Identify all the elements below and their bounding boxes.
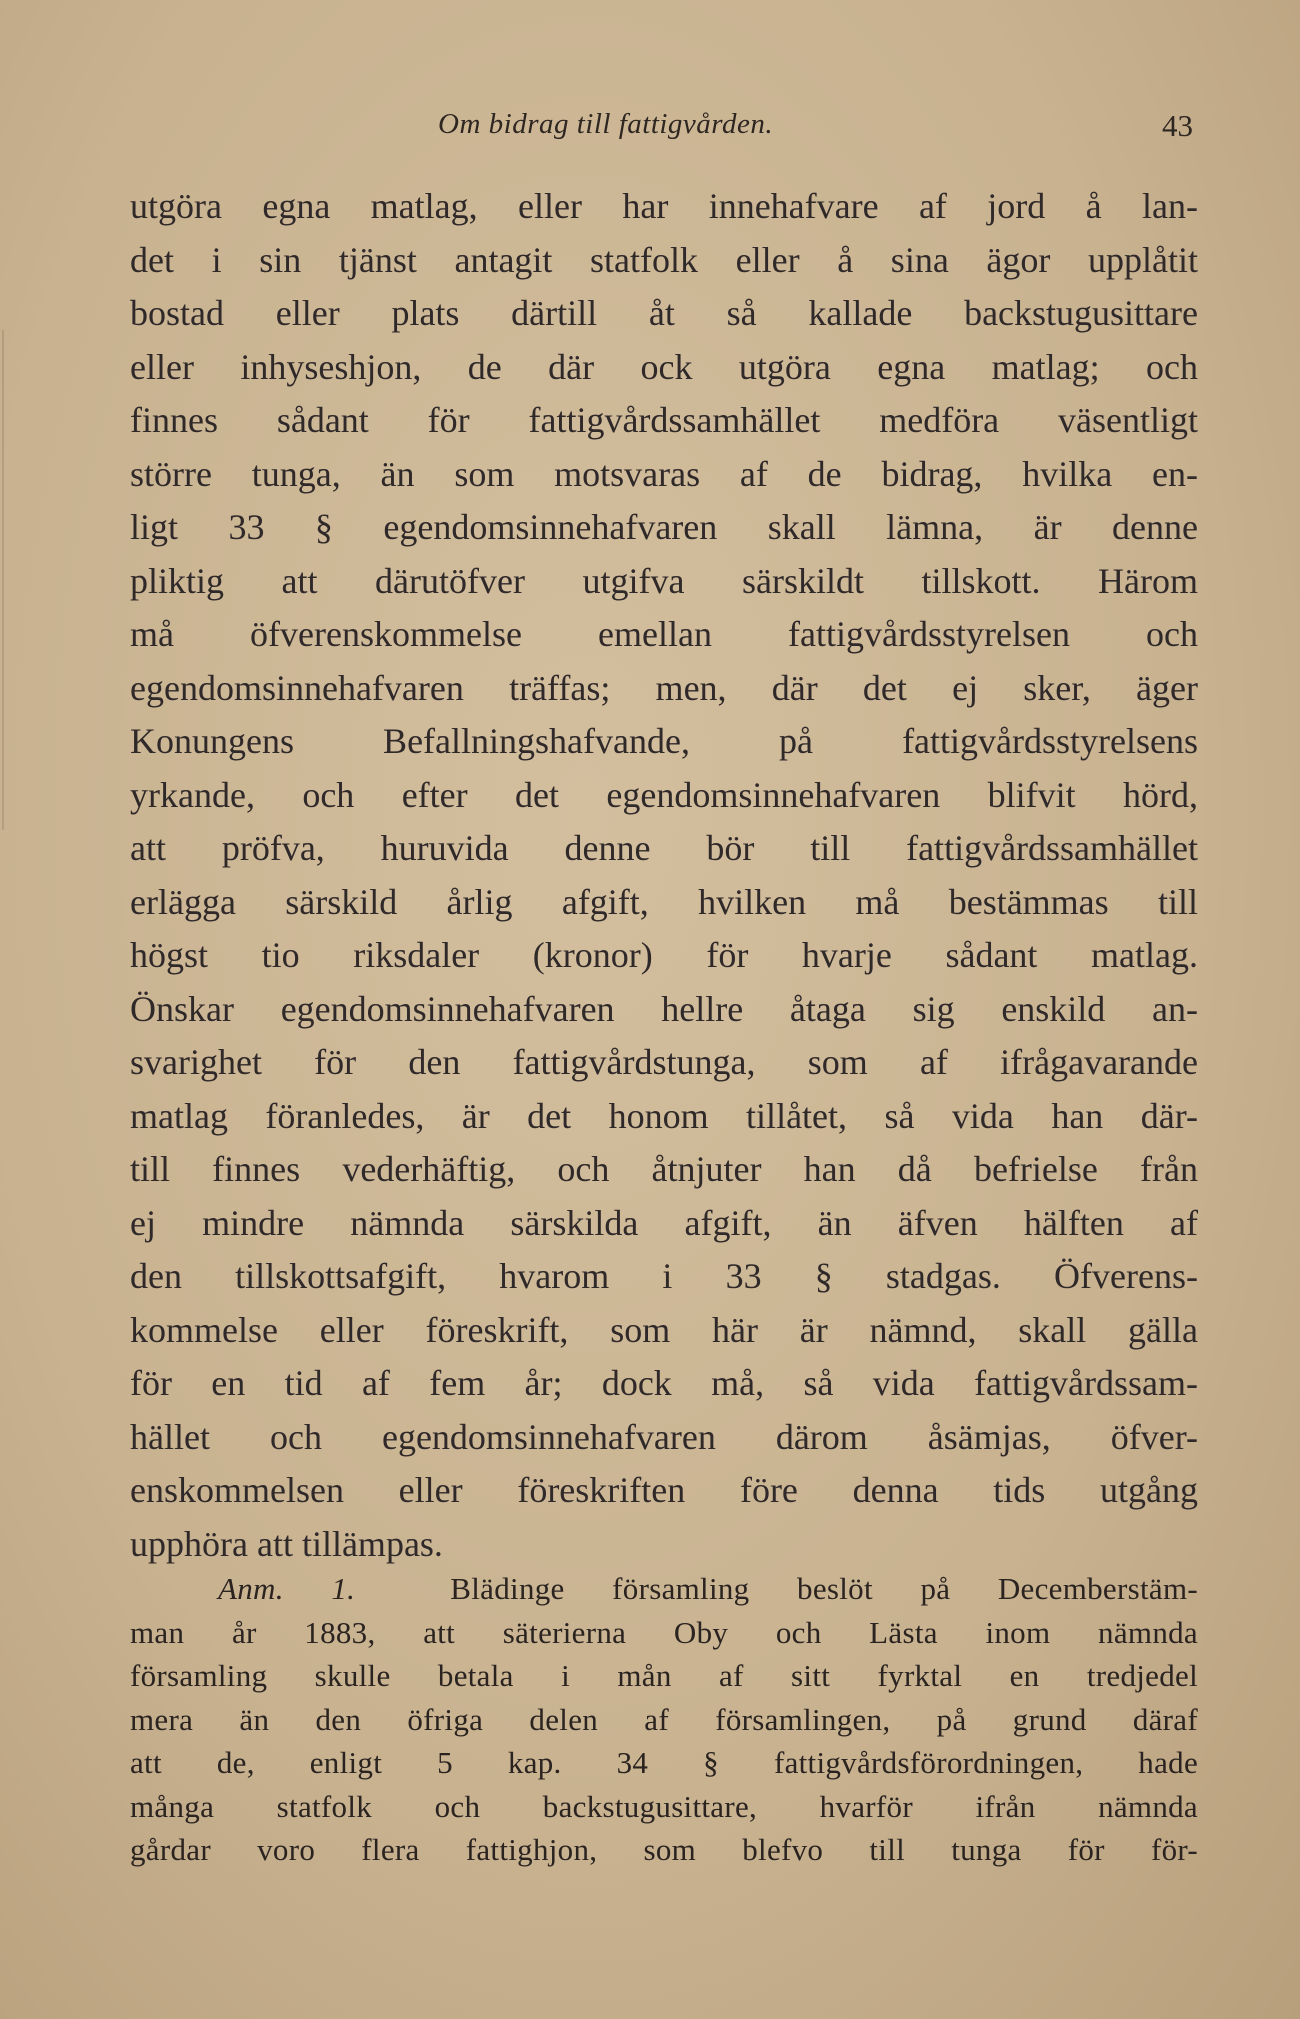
text-line: bostad eller plats därtill åt så kallade backstugusittare — [130, 293, 1198, 333]
text-line: finnes sådant för fattigvårdssamhället medföra väsentligt — [130, 400, 1198, 440]
footnote-annotation — [130, 1567, 1198, 1872]
note-line: församling skulle betala i mån af sitt fyrktal en tredjedel — [130, 1658, 1198, 1693]
text-line: att pröfva, huruvida denne bör till fattigvårdssamhället — [130, 828, 1198, 868]
text-line: Konungens Befallningshafvande, på fattigvårdsstyrelsens — [130, 721, 1198, 761]
text-line: till finnes vederhäftig, och åtnjuter han då befrielse från — [130, 1149, 1198, 1189]
text-line: enskommelsen eller föreskriften före denna tids utgång — [130, 1470, 1198, 1510]
text-line: yrkande, och efter det egendomsinnehafvaren blifvit hörd, — [130, 774, 1198, 815]
note-line-text: Blädinge församling beslöt på Decemberstäm- — [450, 1571, 1198, 1606]
main-paragraph — [130, 180, 1198, 1571]
page-edge-shadow — [2, 330, 4, 830]
note-line — [130, 1567, 1198, 1611]
text-line: högst tio riksdaler (kronor) för hvarje sådant matlag. — [130, 935, 1198, 975]
text-line: för en tid af fem år; dock må, så vida fattigvårdssam- — [130, 1363, 1198, 1403]
running-head: Om bidrag till fattigvården. — [438, 108, 774, 140]
page-header — [0, 108, 1300, 152]
note-line: att de, enligt 5 kap. 34 § fattigvårdsförordningen, hade — [130, 1745, 1198, 1780]
text-line: eller inhyseshjon, de där ock utgöra egna matlag; och — [130, 346, 1198, 387]
text-line: erlägga särskild årlig afgift, hvilken må bestämmas till — [130, 881, 1198, 922]
text-line: hället och egendomsinnehafvaren därom åsämjas, öfver- — [130, 1416, 1198, 1457]
text-line: ej mindre nämnda särskilda afgift, än äfven hälften af — [130, 1202, 1198, 1243]
text-line: upphöra att tillämpas. — [130, 1523, 443, 1564]
note-line: många statfolk och backstugusittare, hvarför ifrån nämnda — [130, 1788, 1198, 1824]
text-line: det i sin tjänst antagit statfolk eller å sina ägor upplåtit — [130, 239, 1198, 280]
note-label: Anm. 1. — [218, 1571, 356, 1606]
text-line: ligt 33 § egendomsinnehafvaren skall lämna, är denne — [130, 507, 1198, 547]
text-line: Önskar egendomsinnehafvaren hellre åtaga sig enskild an- — [130, 988, 1198, 1029]
text-line: svarighet för den fattigvårdstunga, som af ifrågavarande — [130, 1042, 1198, 1082]
text-line: kommelse eller föreskrift, som här är nämnd, skall gälla — [130, 1309, 1198, 1350]
page-number: 43 — [1162, 108, 1193, 143]
text-line: den tillskottsafgift, hvarom i 33 § stadgas. Öfverens- — [130, 1256, 1198, 1296]
text-line: utgöra egna matlag, eller har innehafvare af jord å lan- — [130, 186, 1198, 226]
note-line: mera än den öfriga delen af församlingen, på grund däraf — [130, 1701, 1198, 1737]
text-line: egendomsinnehafvaren träffas; men, där det ej sker, äger — [130, 667, 1198, 708]
text-line: större tunga, än som motsvaras af de bidrag, hvilka en- — [130, 453, 1198, 494]
note-line: gårdar voro flera fattighjon, som blefvo till tunga för för- — [130, 1832, 1198, 1867]
text-line: matlag föranledes, är det honom tillåtet, så vida han där- — [130, 1095, 1198, 1136]
text-line: pliktig att därutöfver utgifva särskildt tillskott. Härom — [130, 560, 1198, 601]
note-line: man år 1883, att säterierna Oby och Lästa inom nämnda — [130, 1614, 1198, 1650]
text-line: må öfverenskommelse emellan fattigvårdsstyrelsen och — [130, 614, 1198, 654]
